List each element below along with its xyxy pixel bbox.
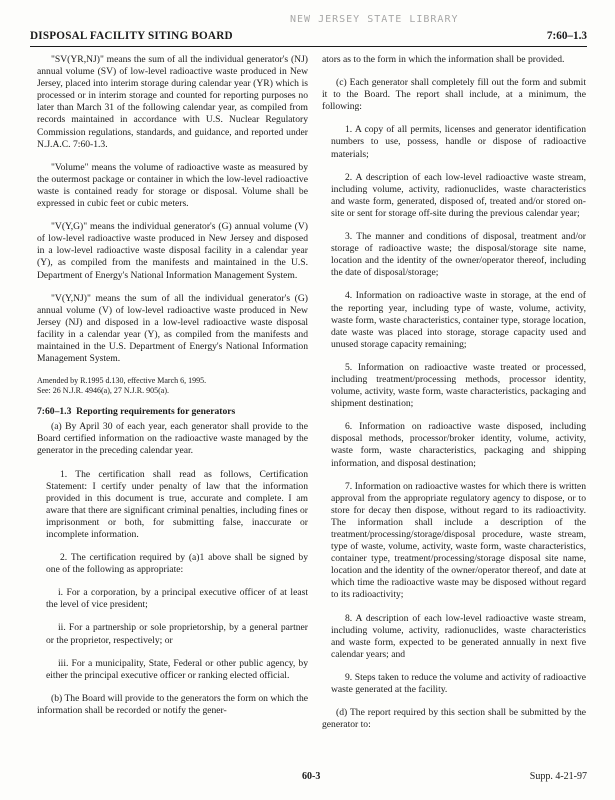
paragraph-b: (b) The Board will provide to the generators the form on which the information shall be recorded or notify the gener-	[37, 692, 308, 716]
paragraph-b-continued: ators as to the form in which the information shall be provided.	[322, 54, 565, 65]
section-reference: 7:60–1.3	[546, 30, 587, 42]
amended-line: Amended by R.1995 d.130, effective March 6, 1995.	[37, 376, 207, 386]
list-item-7: 7. Information on radioactive wastes for which there is written approval from the appropriate regulatory agency to dispose, or to store for decay then dispose, without regard to its radioactivity. The information shall include a description of the treatment/processing/storage/disposal procedure, waste stream, type of waste, volume, activity, waste form, waste characteristics, container type, treatment/processing/storage disposal site name, location and the identity of the owner/operator thereof, and date at which time the radioactive waste may be disposed without regard to its radioactivity;	[331, 480, 586, 601]
page-header	[30, 30, 587, 47]
definition-vyg: "V(Y,G)" means the individual generator's (G) annual volume (V) of low-level radioactive waste produced in New Jersey and disposed in a low-level radioactive waste disposal facility in a calendar year (Y), as compiled from the manifests and maintained in the U.S. Department of Energy's National Information Management System.	[37, 221, 308, 281]
definition-volume: "Volume" means the volume of radioactive waste as measured by the outermost package or container in which the low-level radioactive waste is contained ready for storage or disposal. Volume shall be expressed in cubic feet or cubic meters.	[37, 161, 308, 210]
list-item-6: 6. Information on radioactive waste disposed, including disposal methods, processor/broker identity, volume, activity, waste form, waste characteristics, packaging and shipping information, and disposal destination;	[331, 421, 586, 469]
section-number: 7:60–1.3	[37, 406, 72, 418]
paragraph-c: (c) Each generator shall completely fill out the form and submit it to the Board. The report shall include, at a minimum, the following:	[322, 77, 586, 113]
paragraph-a2ii: ii. For a partnership or sole proprietorship, by a general partner or the proprietor, respectively; or	[46, 622, 308, 646]
section-title: Reporting requirements for generators	[76, 406, 236, 418]
definition-vynj: "V(Y,NJ)" means the sum of all the individual generator's (G) annual volume (V) of low-level radioactive waste produced in New Jersey (NJ) and disposed in a low-level radioactive waste disposal facility in a calendar year (Y), as compiled from the manifests and maintained in the U.S. Department of Energy's National Information Management System.	[37, 292, 308, 365]
page-number: 60-3	[302, 771, 321, 782]
list-item-9: 9. Steps taken to reduce the volume and activity of radioactive waste generated at the facility.	[331, 671, 586, 696]
paragraph-a: (a) By April 30 of each year, each generator shall provide to the Board certified information on the radioactive waste managed by the generator in the preceding calendar year.	[37, 421, 308, 457]
list-item-5: 5. Information on radioactive waste treated or processed, including treatment/processing methods, processor identity, volume, activity, waste form, waste characteristics, packaging and shipment destination;	[331, 361, 586, 410]
left-column	[37, 54, 308, 728]
paragraph-a2: 2. The certification required by (a)1 above shall be signed by one of the following as appropriate:	[46, 552, 308, 576]
amendment-note	[37, 376, 308, 396]
right-column	[322, 54, 586, 742]
paragraph-a2iii: iii. For a municipality, State, Federal or other public agency, by either the principal executive officer or ranking elected official.	[46, 657, 308, 681]
list-item-8: 8. A description of each low-level radioactive waste stream, including volume, activity, radionuclides, waste characteristics and waste form, expected to be generated annually in next five calendar years; and	[331, 612, 586, 660]
list-item-2: 2. A description of each low-level radioactive waste stream, including volume, activity, radionuclides, waste characteristics and waste form, generated, disposed of, treated and/or stored on-site or sent for storage off-site during the previous calendar year;	[331, 171, 586, 219]
see-line: See: 26 N.J.R. 4946(a), 27 N.J.R. 905(a).	[37, 386, 169, 396]
paragraph-d: (d) The report required by this section shall be submitted by the generator to:	[322, 707, 586, 731]
paragraph-a2i: i. For a corporation, by a principal executive officer of at least the level of vice president;	[46, 587, 308, 611]
paragraph-a1: 1. The certification shall read as follows, Certification Statement: I certify under penalty of law that the information provided in this document is true, accurate and complete. I am aware that there are significant criminal penalties, including fines or imprisonment or both, for submitting false, inaccurate or incomplete information.	[46, 468, 308, 540]
list-item-4: 4. Information on radioactive waste in storage, at the end of the reporting year, including type of waste, volume, activity, waste form, waste characteristics, container type, storage location, date waste was placed into storage, storage capacity used and unused storage capacity remaining;	[331, 290, 586, 350]
supplement-date: Supp. 4-21-97	[529, 771, 587, 782]
list-item-3: 3. The manner and conditions of disposal, treatment and/or storage of radioactive waste; the disposal/storage site name, location and the identity of the owner/operator thereof, including the date of disposal/storage;	[331, 231, 586, 279]
definition-sv: "SV(YR,NJ)" means the sum of all the individual generator's (NJ) annual volume (SV) of low-level radioactive waste produced in New Jersey, placed into interim storage during calendar year (YR) which is processed or in interim storage and counted for reporting purposes no later than March 31 of the following calendar year, as compiled from records maintained in accordance with U.S. Nuclear Regulatory Commission regulations, standards, and guidance, and reported under N.J.A.C. 7:60-1.3.	[37, 54, 308, 150]
library-stamp: NEW JERSEY STATE LIBRARY	[290, 14, 459, 25]
section-heading	[37, 406, 308, 418]
chapter-title: DISPOSAL FACILITY SITING BOARD	[30, 30, 233, 42]
list-item-1: 1. A copy of all permits, licenses and generator identification numbers to use, possess, handle or dispose of radioactive materials;	[331, 124, 586, 160]
